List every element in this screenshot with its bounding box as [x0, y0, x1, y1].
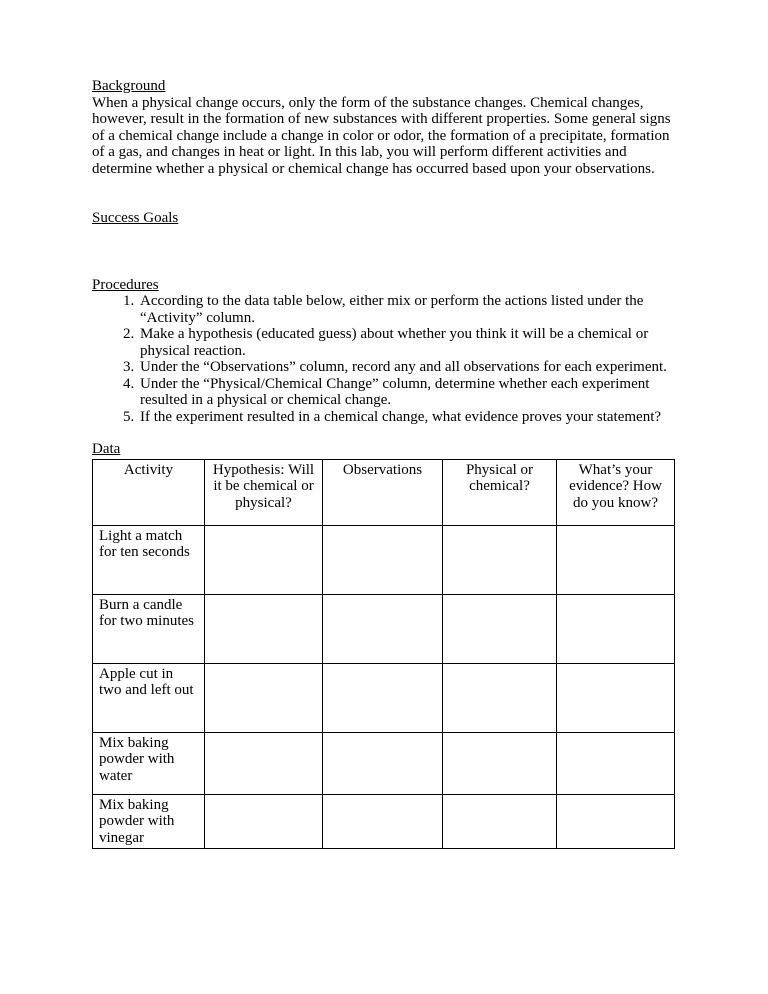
observations-cell — [323, 663, 443, 732]
procedure-step: 5. If the experiment resulted in a chemical change, what evidence proves your statement? — [138, 409, 670, 426]
observations-cell — [323, 794, 443, 849]
procedure-step: 2. Make a hypothesis (educated guess) about whether you think it will be a chemical or physical reaction. — [138, 326, 670, 359]
background-paragraph: When a physical change occurs, only the form of the substance changes. Chemical changes, however, result in the formation of new substances with different properties. Some general signs of a chemical change include a change in color or odor, the formation of a precipitate, formation of a gas, and changes in heat or light. In this lab, you will perform different activities and determine whether a physical or chemical change has occurred based upon your observations. — [92, 94, 671, 177]
procedure-step: 1. According to the data table below, either mix or perform the actions listed under the “Activity” column. — [138, 293, 670, 326]
table-row — [93, 525, 675, 594]
data-heading: Data — [92, 441, 121, 457]
table-header-row — [93, 459, 675, 525]
table-row — [93, 794, 675, 849]
evidence-cell — [557, 663, 675, 732]
observations-cell — [323, 594, 443, 663]
background-heading: Background — [92, 78, 166, 94]
physical-or-chemical-cell — [443, 732, 557, 794]
activity-cell: Mix baking powder with water — [93, 732, 205, 794]
activity-cell: Apple cut in two and left out — [93, 663, 205, 732]
table-row — [93, 594, 675, 663]
table-row — [93, 732, 675, 794]
physical-or-chemical-cell — [443, 594, 557, 663]
evidence-cell — [557, 794, 675, 849]
evidence-cell — [557, 594, 675, 663]
hypothesis-cell — [205, 794, 323, 849]
header-hypothesis: Hypothesis: Will it be chemical or physical? — [205, 459, 323, 525]
procedures-heading: Procedures — [92, 276, 159, 293]
observations-cell — [323, 732, 443, 794]
activity-cell: Mix baking powder with vinegar — [93, 794, 205, 849]
physical-or-chemical-cell — [443, 794, 557, 849]
table-row — [93, 663, 675, 732]
success-goals-heading: Success Goals — [92, 210, 179, 226]
procedure-step: 3. Under the “Observations” column, record any and all observations for each experiment. — [138, 359, 670, 376]
header-evidence: What’s your evidence? How do you know? — [557, 459, 675, 525]
hypothesis-cell — [205, 732, 323, 794]
hypothesis-cell — [205, 594, 323, 663]
procedures-list — [92, 293, 676, 425]
observations-cell — [323, 525, 443, 594]
hypothesis-cell — [205, 663, 323, 732]
header-observations: Observations — [323, 459, 443, 525]
physical-or-chemical-cell — [443, 525, 557, 594]
evidence-cell — [557, 525, 675, 594]
header-activity: Activity — [93, 459, 205, 525]
activity-cell: Light a match for ten seconds — [93, 525, 205, 594]
physical-or-chemical-cell — [443, 663, 557, 732]
evidence-cell — [557, 732, 675, 794]
hypothesis-cell — [205, 525, 323, 594]
activity-cell: Burn a candle for two minutes — [93, 594, 205, 663]
procedure-step: 4. Under the “Physical/Chemical Change” column, determine whether each experiment resulted in a physical or chemical change. — [138, 376, 670, 409]
data-table — [92, 459, 675, 850]
header-physical-or-chemical: Physical or chemical? — [443, 459, 557, 525]
